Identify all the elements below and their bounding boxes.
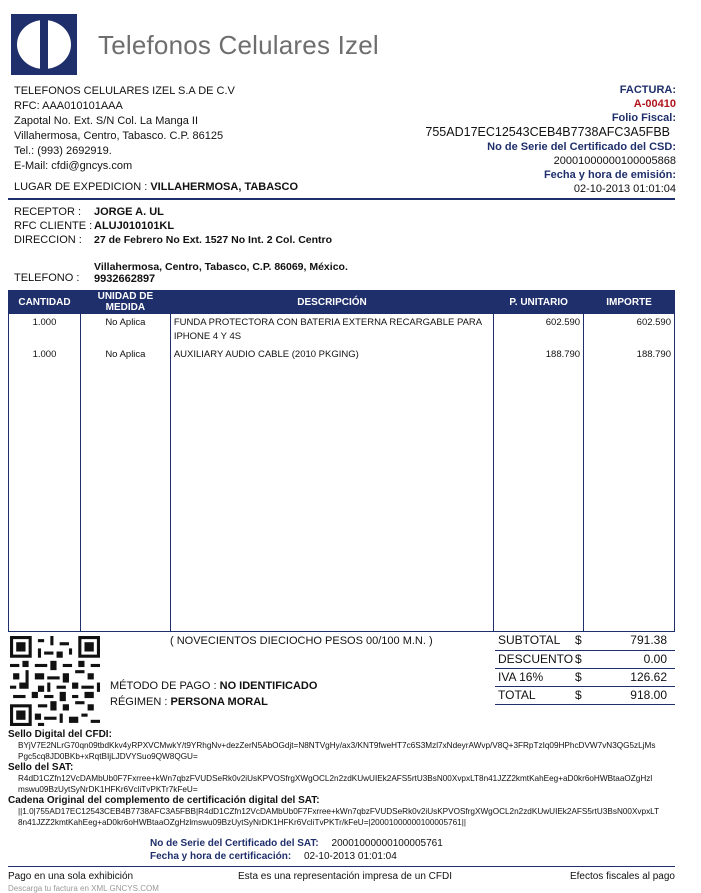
invoice-number: A-00410: [633, 98, 676, 110]
invoice-type-label: FACTURA:: [619, 84, 676, 96]
folio-label: Folio Fiscal:: [611, 112, 676, 124]
discount-label: DESCUENTO: [498, 652, 574, 666]
payment-method-label: MÉTODO DE PAGO :: [110, 680, 217, 692]
total-label: TOTAL: [498, 688, 536, 702]
col-amount: IMPORTE: [584, 291, 675, 314]
place-of-issue: [14, 181, 298, 193]
totals-divider: [495, 650, 675, 651]
subtotal-row: [495, 633, 675, 651]
discount-value: 0.00: [643, 652, 667, 666]
subtotal-currency: $: [575, 633, 582, 647]
filler-cell: [80, 364, 170, 632]
issue-date-label: Fecha y hora de emisión:: [543, 169, 676, 181]
totals-divider: [495, 704, 675, 705]
qr-code: [10, 636, 100, 726]
items-table: [8, 290, 675, 632]
discount-currency: $: [575, 652, 582, 666]
receiver-name-label: RECEPTOR :: [14, 206, 82, 218]
digital-stamps: [8, 729, 698, 828]
row-amount: 188.790: [584, 346, 675, 364]
sat-certificate: [150, 838, 443, 849]
company-logo: [11, 14, 77, 75]
regime-label: RÉGIMEN :: [110, 696, 168, 708]
row-unit-price: 188.790: [494, 346, 584, 364]
fiscal-regime: [110, 696, 268, 708]
filler-cell: [9, 364, 81, 632]
issuer-phone: Tel.: (993) 2692919.: [14, 145, 112, 157]
items-header-row: [9, 291, 675, 314]
footer-download-link[interactable]: Descarga tu factura en XML GNCYS.COM: [8, 884, 159, 893]
issuer-address-line1: Zapotal No. Ext. S/N Col. La Manga II: [14, 115, 199, 127]
receiver-rfc: ALUJ010101KL: [94, 220, 175, 232]
filler-cell: [494, 364, 584, 632]
table-filler-row: [9, 364, 675, 632]
issuer-legal-name: TELEFONOS CELULARES IZEL S.A DE C.V: [14, 85, 235, 97]
row-unit-price: 602.590: [494, 314, 584, 347]
company-name: Telefonos Celulares Izel: [98, 30, 379, 60]
place-value: VILLAHERMOSA, TABASCO: [150, 181, 299, 193]
total-value: 918.00: [630, 688, 667, 702]
folio-value: 755AD17EC12543CEB4B7738AFC3A5FBB: [425, 125, 670, 139]
receiver-name: JORGE A. UL: [94, 206, 164, 218]
certification-date: [150, 851, 397, 862]
payment-method: [110, 680, 317, 692]
header-divider: [8, 198, 675, 200]
receiver-address-line2: Villahermosa, Centro, Tabasco, C.P. 86069, México.: [94, 261, 348, 273]
cfdi-seal-line2: Pgc5cq8JD0BKb+xRqtBIjLJDVYSuo9QW8QGU=: [18, 752, 198, 761]
col-unit-price: P. UNITARIO: [494, 291, 584, 314]
csd-value: 20001000000100005868: [553, 155, 676, 167]
regime-value: PERSONA MORAL: [170, 696, 268, 708]
sat-cert-value: 20001000000100005761: [331, 838, 443, 849]
cert-date-value: 02-10-2013 01:01:04: [303, 851, 397, 862]
tax-label: IVA 16%: [498, 670, 544, 684]
issuer-block: [14, 84, 235, 174]
issue-date-value: 02-10-2013 01:01:04: [573, 183, 676, 195]
receiver-phone-label: TELEFONO :: [14, 272, 80, 284]
footer-divider: [8, 866, 675, 867]
receiver-address-line1: 27 de Febrero No Ext. 1527 No Int. 2 Col. Centro: [94, 234, 333, 246]
csd-label: No de Serie del Certificado del CSD:: [487, 141, 676, 153]
payment-method-value: NO IDENTIFICADO: [219, 680, 318, 692]
row-unit: No Aplica: [80, 346, 170, 364]
col-quantity: CANTIDAD: [9, 291, 81, 314]
totals-divider: [495, 686, 675, 687]
col-unit: UNIDAD DE MEDIDA: [80, 291, 170, 314]
issuer-address-line2: Villahermosa, Centro, Tabasco. C.P. 86125: [14, 130, 224, 142]
row-quantity: 1.000: [9, 346, 81, 364]
footer-payment-note: Pago en una sola exhibición: [8, 871, 134, 882]
filler-cell: [584, 364, 675, 632]
original-chain-line2: 8n41JZZ2kmtKahEeg+aD0kr6oHWBtaaOZgHzlmswu09BzUytSyNrDK1HFKr6VcliTvPKTr/kFeU=|20001000000100005761||: [18, 818, 466, 827]
footer-cfdi-note: Esta es una representación impresa de un CFDI: [238, 871, 452, 882]
row-amount: 602.590: [584, 314, 675, 347]
sat-seal-line1: R4dD1CZfn12VcDAMbUb0F7Fxrree+kWn7qbzFVUDSeRk0v2iUsKPVOSfrgXWgOCL2n2zdKUwUIEk2AFS5rtU3BsN00XvpxLT8n41JZZ2kmtKahEeg+aD0kr6oHWBtaaOZgHzl: [18, 774, 653, 783]
invoice-header: [425, 83, 676, 196]
receiver-rfc-label: RFC CLIENTE :: [14, 220, 93, 232]
issuer-rfc: RFC: AAA010101AAA: [14, 100, 123, 112]
tax-value: 126.62: [630, 670, 667, 684]
place-label: LUGAR DE EXPEDICION :: [14, 181, 148, 193]
original-chain-label: Cadena Original del complemento de certificación digital del SAT:: [8, 795, 320, 806]
cfdi-seal-line1: BYjV7E2NLrG70qn09tbdKkv4yRPXVCMwkY/t9YRhgNv+dezZerN5AbOGdjt=N8NTVgHy/ax3/KNT9fweHT7c6S3Mzl7xNdeyrAWvp/V8Q+3FRpTzIq09HPhcDVW7vN3QG5zLjMs: [18, 741, 656, 750]
sat-seal-label: Sello del SAT:: [8, 762, 74, 773]
receiver-phone: 9932662897: [94, 273, 156, 285]
total-currency: $: [575, 688, 582, 702]
sat-cert-label: No de Serie del Certificado del SAT:: [150, 838, 319, 849]
subtotal-value: 791.38: [630, 633, 667, 647]
row-unit: No Aplica: [80, 314, 170, 347]
filler-cell: [170, 364, 493, 632]
amount-in-words: ( NOVECIENTOS DIECIOCHO PESOS 00/100 M.N. ): [170, 635, 433, 647]
row-description: AUXILIARY AUDIO CABLE (2010 PKGING): [170, 346, 493, 364]
original-chain-line1: ||1.0|755AD17EC12543CEB4B7738AFC3A5FBB|R4dD1CZfn12VcDAMbUb0F7Fxrree+kWn7qbzFVUDSeRk0v2iUsKPVOSfrgXWgOCL2n2zdKUwUIEk2AFS5rtU3BsN00XvpxLT: [18, 807, 660, 816]
row-quantity: 1.000: [9, 314, 81, 347]
cfdi-seal-label: Sello Digital del CFDI:: [8, 729, 112, 740]
table-row: [9, 314, 675, 347]
table-row: [9, 346, 675, 364]
logo-bar: [40, 14, 48, 75]
subtotal-label: SUBTOTAL: [498, 633, 561, 647]
row-description: FUNDA PROTECTORA CON BATERIA EXTERNA RECARGABLE PARA IPHONE 4 Y 4S: [170, 314, 493, 347]
tax-currency: $: [575, 670, 582, 684]
issuer-email: E-Mail: cfdi@gncys.com: [14, 160, 133, 172]
totals-divider: [495, 668, 675, 669]
receiver-address-label: DIRECCION :: [14, 234, 82, 246]
sat-seal-line2: mswu09BzUytSyNrDK1HFKr6VcliTvPKTr7kFeU=: [18, 785, 198, 794]
col-description: DESCRIPCIÓN: [170, 291, 493, 314]
footer-fiscal-note: Efectos fiscales al pago: [569, 871, 675, 882]
cert-date-label: Fecha y hora de certificación:: [150, 851, 292, 862]
